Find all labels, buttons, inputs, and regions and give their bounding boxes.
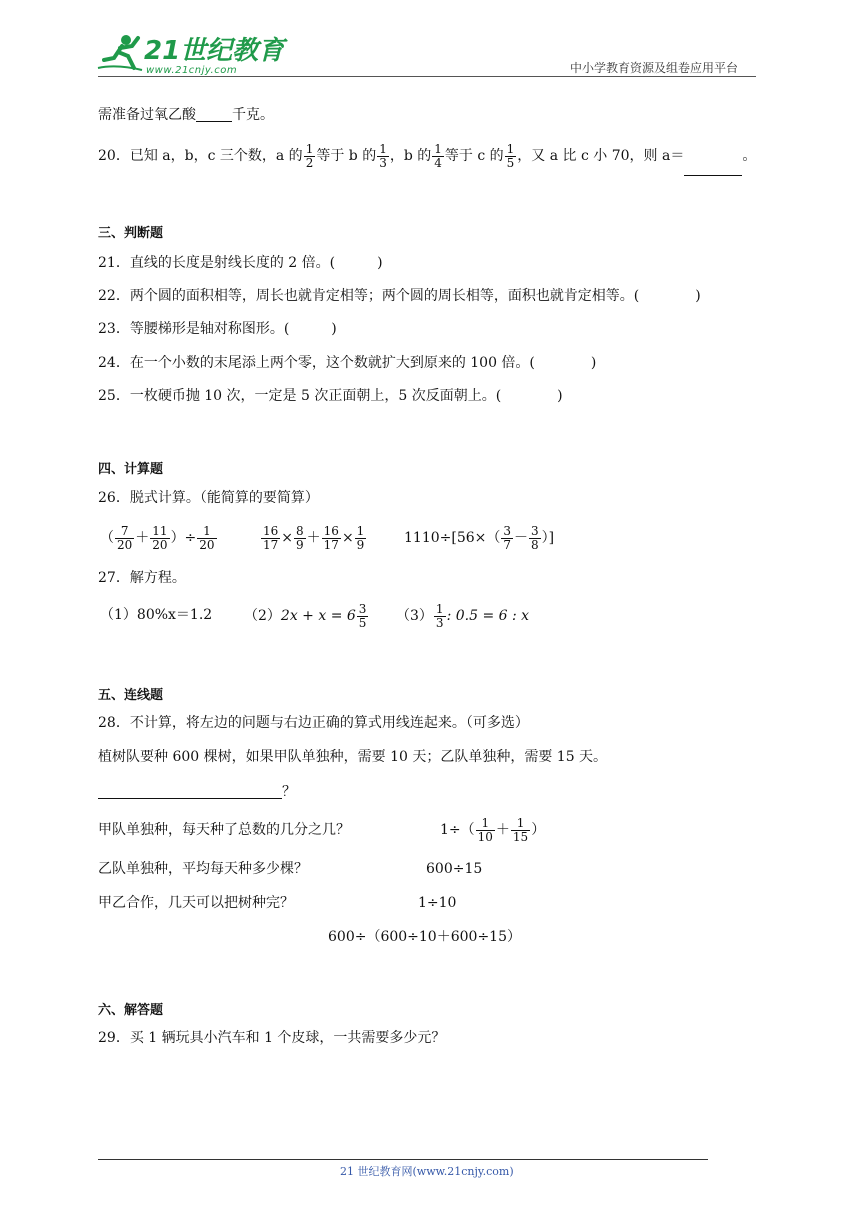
equation-2: （2）2x + x = 6 $\frac{3}{5}$	[244, 601, 367, 630]
question-26-title: 26．脱式计算。（能简算的要简算）	[98, 490, 319, 506]
equation-3: （3） $\frac{1}{3}$ : 0.5 = 6 : x	[396, 601, 530, 630]
question-28-intro: 植树队要种 600 棵树，如果甲队单独种，需要 10 天；乙队单独种，需要 15 天。	[98, 749, 608, 765]
match-right-2[interactable]: 600÷15	[426, 861, 483, 877]
question-20: 20．已知 a，b，c 三个数，a 的 $\frac{1}{2}$ 等于 b 的 $\frac{1}{3}$ ，b 的 $\frac{1}{4}$ 等于 c 的 $\frac{1}{5}$ ，又 a 比 c 小 70，则 a＝ 。	[98, 136, 756, 176]
question-28-blank-line: ？	[98, 784, 296, 799]
logo-text: 21世纪教育	[144, 36, 285, 66]
expression-3: 1110÷[56×（ $\frac{3}{7}$ － $\frac{3}{8}$ ）]	[404, 523, 555, 552]
question-27-title: 27．解方程。	[98, 570, 186, 586]
fraction: $\frac{1}{5}$	[506, 141, 515, 170]
match-left-2[interactable]: 乙队单独种，平均每天种多少棵？	[98, 861, 308, 877]
section-title-judgment: 三、判断题	[98, 226, 164, 241]
match-left-3[interactable]: 甲乙合作，几天可以把树种完？	[98, 895, 294, 911]
equation-1: （1）80%x＝1.2	[100, 607, 213, 623]
footer-divider	[98, 1159, 708, 1160]
match-right-4[interactable]: 600÷（600÷10＋600÷15）	[328, 929, 521, 945]
question-24: 24．在一个小数的末尾添上两个零，这个数就扩大到原来的 100 倍。( )	[98, 355, 597, 371]
platform-name: 中小学教育资源及组卷应用平台	[570, 61, 739, 75]
fraction: $\frac{1}{4}$	[434, 141, 442, 170]
expression-2: $\frac{16}{17}$ × $\frac{8}{9}$ ＋ $\frac{16}{17}$ × $\frac{1}{9}$	[263, 523, 365, 552]
question-28-title: 28．不计算，将左边的问题与右边正确的算式用线连起来。（可多选）	[98, 715, 529, 731]
header-divider	[98, 76, 756, 77]
answer-blank[interactable]	[684, 153, 742, 176]
fraction: $\frac{1}{3}$	[379, 141, 387, 170]
answer-blank[interactable]	[98, 784, 282, 799]
q19-tail: 需准备过氧乙酸 千克。	[98, 107, 274, 123]
footer-link[interactable]: 21 世纪教育网(www.21cnjy.com)	[340, 1165, 514, 1178]
question-23: 23．等腰梯形是轴对称图形。( )	[98, 321, 337, 337]
match-right-3[interactable]: 1÷10	[418, 895, 457, 911]
match-right-1[interactable]: 1÷（ $\frac{1}{10}$ ＋ $\frac{1}{15}$ ）	[440, 815, 546, 844]
answer-blank[interactable]	[196, 121, 232, 122]
match-left-1[interactable]: 甲队单独种，每天种了总数的几分之几？	[98, 822, 350, 838]
question-29: 29．买 1 辆玩具小汽车和 1 个皮球，一共需要多少元？	[98, 1030, 446, 1046]
runner-logo-icon	[96, 34, 144, 72]
question-25: 25．一枚硬币抛 10 次，一定是 5 次正面朝上，5 次反面朝上。( )	[98, 388, 563, 404]
question-22: 22．两个圆的面积相等，周长也就肯定相等；两个圆的周长相等，面积也就肯定相等。( )	[98, 288, 701, 304]
expression-1: （ $\frac{7}{20}$ ＋ $\frac{11}{20}$ ）÷ $\frac{1}{20}$	[100, 523, 215, 552]
logo-url: www.21cnjy.com	[146, 65, 238, 76]
question-21: 21．直线的长度是射线长度的 2 倍。( )	[98, 255, 383, 271]
fraction: $\frac{1}{2}$	[305, 141, 314, 170]
section-title-matching: 五、连线题	[98, 688, 164, 703]
section-title-calculation: 四、计算题	[98, 462, 164, 477]
section-title-answer: 六、解答题	[98, 1003, 164, 1018]
